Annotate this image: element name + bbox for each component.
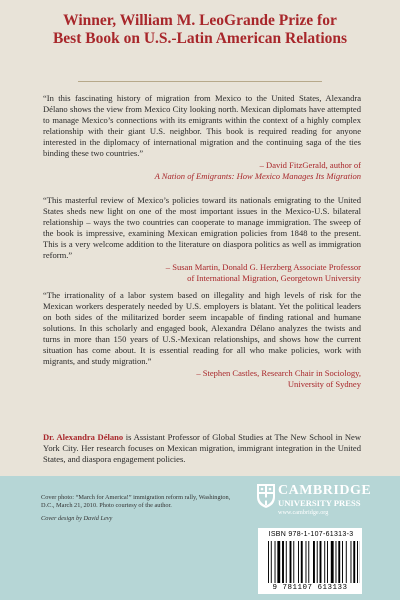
barcode-bar [331,541,334,583]
isbn-label: ISBN 978-1-107-61313-3 [268,531,354,538]
author-bio-text: is Assistant Professor of Global Studies at The New School in New York City. Her research focuses on Mexican migration, immigrant integration in the United States, and diaspora engagement policies. [43,432,361,464]
barcode-bars [268,541,360,583]
attribution-line: of International Migration, Georgetown University [187,273,361,283]
award-line-2: Best Book on U.S.-Latin American Relations [52,30,348,47]
barcode-bar [271,541,272,583]
barcode-bar [301,541,303,583]
blurb-attribution [43,262,361,284]
blurb-text: “The irrationality of a labor system based on illegality and high levels of risk for the Mexican workers desperately needed by U.S. employers is blatant. Yet the political leaders on both sides of the militarized border seem incapable of finding rational and humane solutions. In this scholarly and engaged book, Alexandra Délano analyzes the twists and turns in more than 150 years of U.S.-Mexican relationships, and shows how the current situation has come about. It is essential reading for all who make policies, work with migrants, and study migration.” [43,290,361,366]
attribution-line: – Susan Martin, Donald G. Herzberg Associate Professor [165,262,361,272]
barcode-bar [336,541,337,583]
barcode-bar [268,541,269,583]
publisher-url: www.cambridge.org [278,509,329,516]
barcode-bar [351,541,352,583]
attribution-line: – Stephen Castles, Research Chair in Sociology, [196,368,361,378]
blurb-fitzgerald [43,93,361,182]
attribution-line: University of Sydney [287,379,361,389]
barcode-bar [353,541,355,583]
barcode-bar [357,541,358,583]
barcode-bar [275,541,276,583]
cambridge-shield-icon [256,483,276,509]
barcode-bar [320,541,322,583]
blurb-text: “In this fascinating history of migration from Mexico to the United States, Alexandra Délano shows the view from Mexico City looking north. Mexican diplomats have attempted to manage Mexico’s connections with its emigrants within the context of a highly complex relationship with their giant U.S. neighbor. This book is required reading for anyone interested in the diplomacy of international migration and the continuing saga of the ties binding these two countries.” [43,93,361,158]
barcode-bar [306,541,307,583]
barcode-bar [308,541,309,583]
barcode-bar [293,541,294,583]
award-banner [0,12,400,48]
publisher-logo [278,484,378,517]
barcode-bar [342,541,343,583]
blurb-martin [43,195,361,284]
blurb-attribution [43,368,361,390]
blurb-attribution [43,160,361,182]
blurb-castles [43,290,361,390]
photo-credit: Cover photo: “March for America!” immigration reform rally, Washington, D.C., March 21, 2010. Photo courtesy of the author. [41,494,231,510]
barcode-bar [346,541,347,583]
award-line-1: Winner, William M. LeoGrande Prize for [63,12,337,29]
barcode-bar [317,541,318,583]
barcode-bar [338,541,340,583]
author-name: Dr. Alexandra Délano [43,432,124,442]
barcode-bar [324,541,325,583]
publisher-press: UNIVERSITY PRESS [278,498,361,508]
barcode-digits: 9 781107 613133 [272,584,348,592]
barcode-bar [313,541,315,583]
barcode-bar [286,541,287,583]
author-bio [43,432,361,465]
cover-credits [41,494,231,524]
barcode-bar [327,541,328,583]
publisher-name: CAMBRIDGE [278,483,372,498]
blurb-text: “This masterful review of Mexico’s policies toward its nationals emigrating to the United States sheds new light on one of the most important issues in the Mexico-U.S. bilateral relationship – ways the two countries can cooperate to manage immigration. The sweep of the book is impressive, examining Mexican emigration policies from 1848 to the present. This is a very welcome addition to the literature on diaspora politics as well as immigration reform.” [43,195,361,260]
barcode-bar [298,541,299,583]
divider [78,81,322,82]
attribution-book-title: A Nation of Emigrants: How Mexico Manages Its Migration [154,171,361,181]
barcode-bar [290,541,292,583]
barcode-bar [277,541,280,583]
barcode-bar [282,541,284,583]
design-credit: Cover design by David Levy [41,515,113,523]
attribution-line: – David FitzGerald, author of [259,160,361,170]
